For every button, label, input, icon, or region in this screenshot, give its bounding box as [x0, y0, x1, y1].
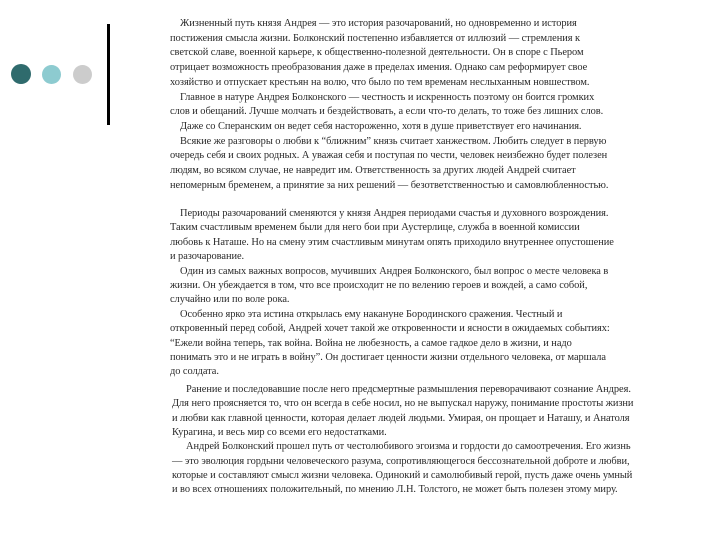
text-line: понимать это и не играть в войну”. Он достигает ценности жизни отдельного человека, от маршала — [170, 352, 606, 363]
text-line: Андрей Болконский прошел путь от честолюбивого эгоизма и гордости до самоотречения. Его жизнь — [186, 441, 631, 453]
text-line: Главное в натуре Андрея Болконского — честность и искренность поэтому он боится громких — [180, 91, 595, 103]
text-line: случайно или по воле рока. — [170, 294, 290, 306]
text-line: и во всех отношениях положительный, по мнению Л.Н. Толстого, не может быть полезен этому миру. — [172, 484, 618, 496]
text-line: откровенный перед собой, Андрей хочет такой же откровенности и ясности в ожидаемых событиях: — [170, 323, 610, 335]
text-line: непомерным бременем, а принятие за них решений — безответственностью и самовлюбленностью. — [170, 179, 609, 191]
text-line: хозяйство и отпускает крестьян на волю, что было по тем временам неслыханным новшеством. — [170, 76, 590, 88]
text-line: Жизненный путь князя Андрея — это история разочарований, но одновременно и история — [180, 18, 577, 29]
text-line: и разочарование. — [170, 251, 245, 263]
text-line: Для него проясняется то, что он всегда в себе носил, но не выпускал наружу, понимание простоты жизни — [172, 398, 634, 410]
text-line: Курагина, и весь мир со всеми его недостатками. — [172, 426, 387, 438]
text-line: Особенно ярко эта истина открылась ему накануне Бородинского сражения. Честный и — [180, 308, 563, 320]
decor-dot-dark-icon — [11, 64, 31, 84]
text-line: очередь себя и своих родных. А уважая себя и поступая по чести, человек неизбежно будет полезен — [170, 150, 608, 162]
text-line: “Ежели война теперь, так война. Война не любезность, а самое гадкое дело в жизни, и надо — [170, 337, 572, 349]
text-line: слов и обещаний. Лучше молчать и бездействовать, а если что-то делать, то тоже без лишних слов. — [170, 106, 604, 118]
decor-vertical-divider — [107, 24, 110, 125]
text-line: Ранение и последовавшие после него предсмертные размышления переворачивают сознание Андрея. — [186, 384, 631, 395]
text-line: и любви как главной ценности, которая делает людей людьми. Умирая, он прощает и Наташу, и Анатоля — [172, 412, 630, 424]
text-line: которые и составляют смысл жизни человека. Одинокий и самолюбивый герой, пусть даже очень умный — [172, 469, 633, 481]
decor-dot-light-icon — [42, 65, 61, 84]
text-line: светской славе, военной карьере, к общественно-полезной деятельности. Он в споре с Пьером — [170, 47, 584, 59]
text-line: любовь к Наташе. Но на смену этим счастливым минутам опять приходило внутреннее опустошение — [170, 236, 614, 248]
text-line: — это эволюция гордыни человеческого разума, сопротивляющегося бессознательной доброте и любви, — [172, 455, 630, 467]
text-line: постижения смысла жизни. Болконский постепенно избавляется от иллюзий — стремления к — [170, 32, 581, 44]
text-line: Таким счастливым временем были для него бои при Аустерлице, служба в военной комиссии — [170, 222, 580, 234]
text-line: до солдата. — [170, 366, 219, 378]
text-line: Один из самых важных вопросов, мучивших Андрея Болконского, был вопрос о месте человека в — [180, 265, 609, 277]
text-line: отрицает возможность преобразования даже в пределах имения. Однако сам реформирует свое — [170, 62, 588, 74]
text-line: жизни. Он убеждается в том, что все происходит не по велению героев и вождей, а само собой, — [170, 280, 588, 291]
decor-dot-gray-icon — [73, 65, 92, 84]
text-line: Всякие же разговоры о любви к “ближним” князь считает ханжеством. Любить следует в первую — [180, 135, 607, 147]
text-line: Даже со Сперанским он ведет себя настороженно, хотя в душе приветствует его начинания. — [180, 120, 582, 132]
text-line: людям, во всяком случае, не навредит им. Ответственность за других людей Андрей считает — [170, 165, 576, 176]
text-line: Периоды разочарований сменяются у князя Андрея периодами счастья и духовного возрождения. — [180, 208, 609, 219]
